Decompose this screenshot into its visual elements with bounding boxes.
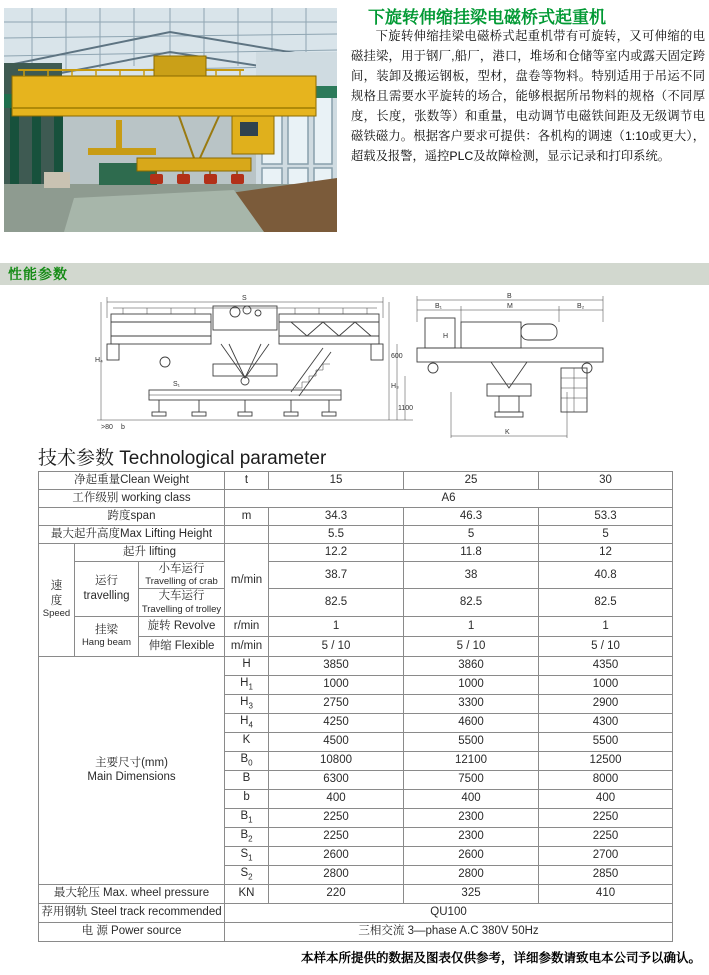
spec-value-cell: 2900 <box>539 694 673 713</box>
dim-symbol-cell: $H_4$ <box>225 713 269 732</box>
spec-value-cell: 15 <box>269 472 404 490</box>
dim-label-b-rail: b <box>121 424 125 431</box>
spec-label-cell: 电 源 Power source <box>39 922 225 941</box>
dim-label-gt80: >80 <box>101 424 113 431</box>
performance-bar-label: 性能参数 <box>8 266 68 282</box>
spec-value-cell: 2850 <box>539 865 673 884</box>
spec-value-cell: 2300 <box>404 808 539 827</box>
spec-value-cell: 1000 <box>269 675 404 694</box>
spec-value-cell: 3860 <box>404 656 539 675</box>
spec-value-cell: 11.8 <box>404 544 539 562</box>
spec-value-cell: 400 <box>539 789 673 808</box>
spec-unit-cell: m/min <box>225 544 269 617</box>
dimensions-group-cell <box>39 656 225 884</box>
spec-value-cell: 2700 <box>539 846 673 865</box>
dim-symbol-cell: $S_2$ <box>225 865 269 884</box>
spec-value-cell: 2800 <box>404 865 539 884</box>
travelling-en: travelling <box>83 589 130 602</box>
spec-label-cell: 最大轮压 Max. wheel pressure <box>39 884 225 903</box>
spec-value-cell: 38.7 <box>269 562 404 589</box>
dim-label-1100: 1100 <box>398 405 414 412</box>
trolley-cn: 大车运行 <box>158 590 205 603</box>
dim-label-b: B <box>507 293 512 300</box>
spec-value-cell: 2600 <box>404 846 539 865</box>
row-working-class <box>39 490 673 508</box>
spec-value-cell: 5 / 10 <box>404 636 539 656</box>
dim-symbol-cell: $H_1$ <box>225 675 269 694</box>
spec-value-cell: 12.2 <box>269 544 404 562</box>
travelling-group-cell <box>75 562 139 617</box>
spec-value-cell: 2600 <box>269 846 404 865</box>
page-title: 下旋转伸缩挂梁电磁桥式起重机 <box>368 8 606 27</box>
spec-value-cell: 1000 <box>539 675 673 694</box>
spec-value-cell: 12 <box>539 544 673 562</box>
spec-label-cell <box>139 562 225 589</box>
spec-unit-cell: KN <box>225 884 269 903</box>
spec-value-cell: 5 / 10 <box>269 636 404 656</box>
spec-value-cell: 5 <box>539 526 673 544</box>
dim-symbol-cell: $B_0$ <box>225 751 269 770</box>
spec-value-cell: 三相交流 3—phase A.C 380V 50Hz <box>225 922 673 941</box>
spec-value-cell: 2250 <box>269 827 404 846</box>
performance-section-bar <box>0 263 709 285</box>
intro-paragraph: 下旋转伸缩挂梁电磁桥式起重机带有可旋转，又可伸缩的电磁挂梁，用于钢厂,船厂，港口，堆场和仓储等室内或露天固定跨间，装卸及搬运钢板，型材，盘卷等物料。特别适用于吊运不同规格且需要水平旋转的场合，能够根据所吊物料的规格（不同厚度，长度，张数等）和重量，电动调节电磁铁间距及无级调节电磁铁磁力。根据客户要求可提供：各机构的调速（1:10或更大），超载及报警，遥控PLC及故障检测，显示记录和打印系统。 <box>351 29 705 163</box>
spec-label-cell: 最大起升高度Max Lifting Height <box>39 526 225 544</box>
dim-label-h3: H₃ <box>391 383 399 390</box>
spec-value-cell: 82.5 <box>404 589 539 616</box>
trolley-en: Travelling of trolley <box>141 603 222 615</box>
hang-beam-group-cell <box>75 616 139 656</box>
row-dim-H <box>39 656 673 675</box>
spec-table <box>38 471 673 942</box>
crab-cn: 小车运行 <box>158 563 205 575</box>
spec-value-cell: QU100 <box>225 903 673 922</box>
spec-unit-cell <box>225 526 269 544</box>
table-heading: 技术参数 Technological parameter <box>38 448 327 469</box>
dim-label-k: K <box>505 429 510 436</box>
row-power-source <box>39 922 673 941</box>
spec-value-cell: 3850 <box>269 656 404 675</box>
dim-symbol-cell: b <box>225 789 269 808</box>
spec-label-cell: 旋转 Revolve <box>139 616 225 636</box>
dim-label-b1: B₁ <box>435 303 443 310</box>
spec-unit-cell: t <box>225 472 269 490</box>
speed-group-cell <box>39 544 75 657</box>
spec-value-cell: 34.3 <box>269 508 404 526</box>
dim-label-600: 600 <box>391 353 403 360</box>
spec-value-cell: 4250 <box>269 713 404 732</box>
spec-label-cell: 跨度span <box>39 508 225 526</box>
hang-beam-cn: 挂梁 <box>95 623 118 636</box>
spec-value-cell: 1 <box>404 616 539 636</box>
spec-value-cell: 53.3 <box>539 508 673 526</box>
product-photo <box>4 8 337 232</box>
spec-value-cell: 2300 <box>404 827 539 846</box>
row-max-lifting-height <box>39 526 673 544</box>
spec-value-cell: 400 <box>269 789 404 808</box>
spec-value-cell: 1 <box>269 616 404 636</box>
dim-symbol-cell: B <box>225 770 269 789</box>
dim-symbol-cell: H <box>225 656 269 675</box>
spec-value-cell: 1000 <box>404 675 539 694</box>
spec-label-cell: 伸缩 Flexible <box>139 636 225 656</box>
spec-value-cell: 325 <box>404 884 539 903</box>
row-speed-crab <box>39 562 673 589</box>
dim-label-h: H <box>443 333 449 340</box>
row-wheel-pressure <box>39 884 673 903</box>
spec-unit-cell: m/min <box>225 636 269 656</box>
spec-label-cell: 起升 lifting <box>75 544 225 562</box>
technical-drawing <box>95 292 615 446</box>
spec-value-cell: 40.8 <box>539 562 673 589</box>
dim-symbol-cell: K <box>225 732 269 751</box>
spec-value-cell: 4300 <box>539 713 673 732</box>
spec-value-cell: 7500 <box>404 770 539 789</box>
row-clean-weight <box>39 472 673 490</box>
spec-value-cell: 12100 <box>404 751 539 770</box>
spec-value-cell: A6 <box>225 490 673 508</box>
spec-value-cell: 5.5 <box>269 526 404 544</box>
travelling-cn: 运行 <box>95 575 118 588</box>
spec-value-cell: 12500 <box>539 751 673 770</box>
spec-value-cell: 5 <box>404 526 539 544</box>
row-speed-revolve <box>39 616 673 636</box>
spec-label-cell: 净起重量Clean Weight <box>39 472 225 490</box>
dim-symbol-cell: $B_2$ <box>225 827 269 846</box>
spec-value-cell: 4600 <box>404 713 539 732</box>
spec-value-cell: 2250 <box>269 808 404 827</box>
dim-label-s: S <box>242 295 247 302</box>
spec-value-cell: 2800 <box>269 865 404 884</box>
spec-value-cell: 3300 <box>404 694 539 713</box>
speed-group-cn: 度 <box>50 594 63 607</box>
dim-label-b2: B₂ <box>577 303 585 310</box>
crane-photo-illustration <box>4 8 337 232</box>
spec-unit-cell: r/min <box>225 616 269 636</box>
spec-value-cell: 2750 <box>269 694 404 713</box>
technical-drawing-svg <box>95 292 615 446</box>
footer-note: 本样本所提供的数据及图表仅供参考，详细参数请致电本公司予以确认。 <box>300 951 701 965</box>
spec-value-cell: 46.3 <box>404 508 539 526</box>
spec-value-cell: 6300 <box>269 770 404 789</box>
crab-en: Travelling of crab <box>145 576 218 588</box>
row-speed-lifting <box>39 544 673 562</box>
spec-value-cell: 5500 <box>404 732 539 751</box>
spec-value-cell: 220 <box>269 884 404 903</box>
dimensions-cn: 主要尺寸(mm) <box>95 756 168 769</box>
spec-value-cell: 1 <box>539 616 673 636</box>
spec-value-cell: 2250 <box>539 827 673 846</box>
spec-value-cell: 5500 <box>539 732 673 751</box>
spec-value-cell: 4350 <box>539 656 673 675</box>
row-span <box>39 508 673 526</box>
dim-symbol-cell: $S_1$ <box>225 846 269 865</box>
spec-value-cell: 38 <box>404 562 539 589</box>
spec-value-cell: 5 / 10 <box>539 636 673 656</box>
dim-symbol-cell: $H_3$ <box>225 694 269 713</box>
spec-value-cell: 10800 <box>269 751 404 770</box>
spec-value-cell: 82.5 <box>539 589 673 616</box>
speed-group-cn: 速 <box>50 580 63 593</box>
spec-value-cell: 30 <box>539 472 673 490</box>
spec-label-cell: 工作级别 working class <box>39 490 225 508</box>
dimensions-en: Main Dimensions <box>87 771 176 783</box>
spec-value-cell: 400 <box>404 789 539 808</box>
spec-value-cell: 4500 <box>269 732 404 751</box>
spec-value-cell: 8000 <box>539 770 673 789</box>
dim-label-m: M <box>507 303 513 310</box>
dim-label-s1: S₁ <box>173 381 181 388</box>
spec-label-cell <box>139 589 225 616</box>
spec-label-cell: 荐用钢轨 Steel track recommended <box>39 903 225 922</box>
spec-unit-cell: m <box>225 508 269 526</box>
row-steel-track <box>39 903 673 922</box>
spec-value-cell: 410 <box>539 884 673 903</box>
spec-value-cell: 25 <box>404 472 539 490</box>
spec-value-cell: 82.5 <box>269 589 404 616</box>
spec-value-cell: 2250 <box>539 808 673 827</box>
speed-group-en: Speed <box>42 608 71 620</box>
dim-label-h4: H₄ <box>95 357 103 364</box>
dim-symbol-cell: $B_1$ <box>225 808 269 827</box>
hang-beam-en: Hang beam <box>81 637 132 649</box>
